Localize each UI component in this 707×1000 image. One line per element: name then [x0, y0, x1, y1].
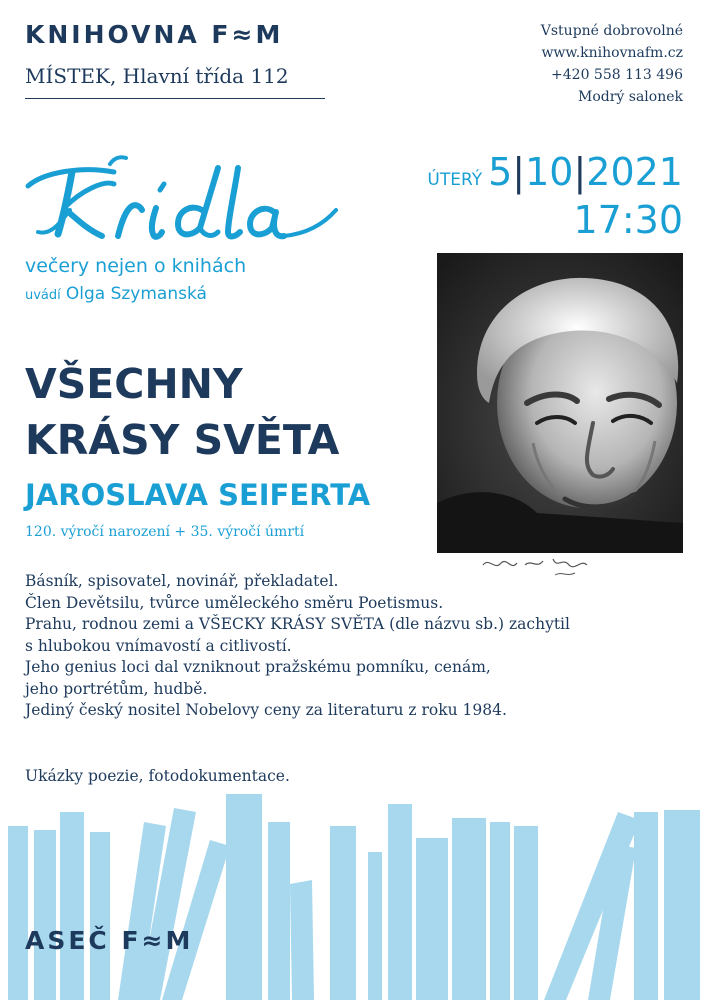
event-weekday: ÚTERÝ: [427, 170, 483, 190]
description-line: Jediný český nositel Nobelovy ceny za literaturu z roku 1984.: [25, 701, 507, 719]
program-author: JAROSLAVA SEIFERTA: [25, 478, 371, 512]
presenter-name: Olga Szymanská: [65, 284, 207, 304]
description-line: s hlubokou vnímavostí a citlivostí.: [25, 636, 292, 655]
program-title-line2: KRÁSY SVĚTA: [25, 416, 340, 464]
library-address: MÍSTEK, Hlavní třída 112: [25, 64, 289, 88]
program-anniversary: 120. výročí narození + 35. výročí úmrtí: [25, 524, 305, 540]
program-extra: Ukázky poezie, fotodokumentace.: [25, 767, 290, 785]
date-separator: |: [573, 150, 587, 194]
series-tagline: večery nejen o knihách: [25, 255, 247, 277]
books-decoration: [0, 780, 707, 1000]
presenter: [25, 284, 207, 304]
event-year: 2021: [586, 150, 683, 194]
date-separator: |: [512, 150, 526, 194]
event-month: 10: [525, 150, 574, 194]
website-link[interactable]: www.knihovnafm.cz: [541, 45, 683, 61]
entry-fee: Vstupné dobrovolné: [540, 23, 683, 39]
presenter-prefix: uvádí: [25, 288, 61, 303]
description-line: Jeho genius loci dal vzniknout pražskému pomníku, cenám,: [25, 658, 491, 676]
description-line: Člen Devětsilu, tvůrce uměleckého směru Poetismus.: [25, 593, 444, 612]
program-description: [25, 571, 685, 722]
event-info: [541, 20, 683, 108]
program-title-line1: VŠECHNY: [25, 360, 243, 408]
phone-number: +420 558 113 496: [551, 67, 683, 83]
footer-logo: ASEČ F≈M: [25, 926, 194, 955]
description-line: jeho portrétům, hudbě.: [25, 679, 208, 698]
event-day: 5: [488, 150, 513, 194]
description-line: Básník, spisovatel, novinář, překladatel.: [25, 572, 339, 590]
room-name: Modrý salonek: [578, 89, 683, 105]
event-date: [427, 150, 683, 194]
kridla-logo: [22, 150, 342, 250]
portrait-photo: [437, 253, 683, 583]
header-divider: [25, 98, 325, 99]
description-line: Prahu, rodnou zemi a VŠECKY KRÁSY SVĚTA (dle názvu sb.) zachytil: [25, 615, 570, 633]
library-logo: KNIHOVNA F≈M: [25, 20, 284, 49]
event-time: 17:30: [573, 198, 683, 242]
